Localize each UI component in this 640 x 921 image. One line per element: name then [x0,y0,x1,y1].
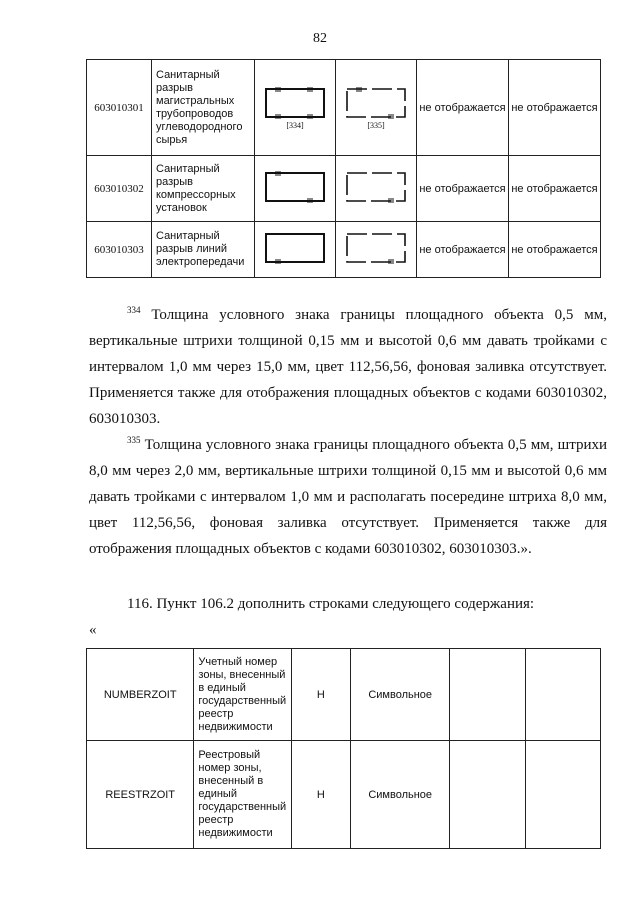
footnote-mark: 335 [127,435,141,445]
attribute-description: Реестровый номер зоны, внесенный в единый государственный реестр недвижимости [194,741,291,849]
display-cell: не отображается [509,156,601,222]
item-116 [89,591,607,617]
footnote-ref: [335] [367,120,385,130]
solid-boundary-symbol [255,222,336,278]
empty-cell [450,649,525,741]
footnote-ref: [334] [286,120,304,130]
object-code: 603010303 [87,222,152,278]
object-name: Санитарный разрыв магистральных трубопроводов углеводородного сырья [152,60,255,156]
solid-boundary-symbol [255,60,336,156]
empty-cell [525,649,600,741]
empty-cell [450,741,525,849]
attribute-description: Учетный номер зоны, внесенный в единый государственный реестр недвижимости [194,649,291,741]
display-cell: не отображается [417,60,509,156]
object-name: Санитарный разрыв компрессорных установок [152,156,255,222]
attribute-table [86,648,601,849]
object-code: 603010302 [87,156,152,222]
attribute-flag: Н [291,741,350,849]
symbol-table [86,59,601,278]
footnote-text: Толщина условного знака границы площадного объекта 0,5 мм, штрихи 8,0 мм через 2,0 мм, вертикальные штрихи толщиной 0,15 мм и высотой 0,6 мм давать тройками с интервалом 1,0 мм и располагать посередине штриха 8,0 мм, цвет 112,56,56, фоновая заливка отсутствует. Применяется также для отображения площадных объектов с кодами 603010302, 603010303.». [89,437,608,557]
attribute-name: NUMBERZOIT [87,649,194,741]
attribute-type: Символьное [351,649,450,741]
empty-cell [525,741,600,849]
footnote-mark: 334 [127,305,141,315]
display-cell: не отображается [509,222,601,278]
footnote-text: Толщина условного знака границы площадного объекта 0,5 мм, вертикальные штрихи толщиной 0,15 мм и высотой 0,6 мм давать тройками с интервалом 1,0 мм через 15,0 мм, цвет 112,56,56, фоновая заливка отсутствует. Применяется также для отображения площадных объектов с кодами 603010302, 603010303. [89,307,608,427]
page-number: 82 [313,31,327,46]
item-116-text: 116. Пункт 106.2 дополнить строками следующего содержания: [127,596,535,612]
dashed-boundary-symbol [336,60,417,156]
object-name: Санитарный разрыв линий электропередачи [152,222,255,278]
footnote-335 [89,432,607,562]
table-row [87,156,601,222]
object-code: 603010301 [87,60,152,156]
table-row [87,741,601,849]
footnote-334 [89,302,607,432]
attribute-type: Символьное [351,741,450,849]
attribute-name: REESTRZOIT [87,741,194,849]
dashed-boundary-symbol [336,222,417,278]
table-row [87,222,601,278]
open-quote: « [89,622,97,638]
attribute-flag: Н [291,649,350,741]
solid-boundary-symbol [255,156,336,222]
display-cell: не отображается [417,222,509,278]
table-row [87,60,601,156]
display-cell: не отображается [509,60,601,156]
display-cell: не отображается [417,156,509,222]
table-row [87,649,601,741]
dashed-boundary-symbol [336,156,417,222]
